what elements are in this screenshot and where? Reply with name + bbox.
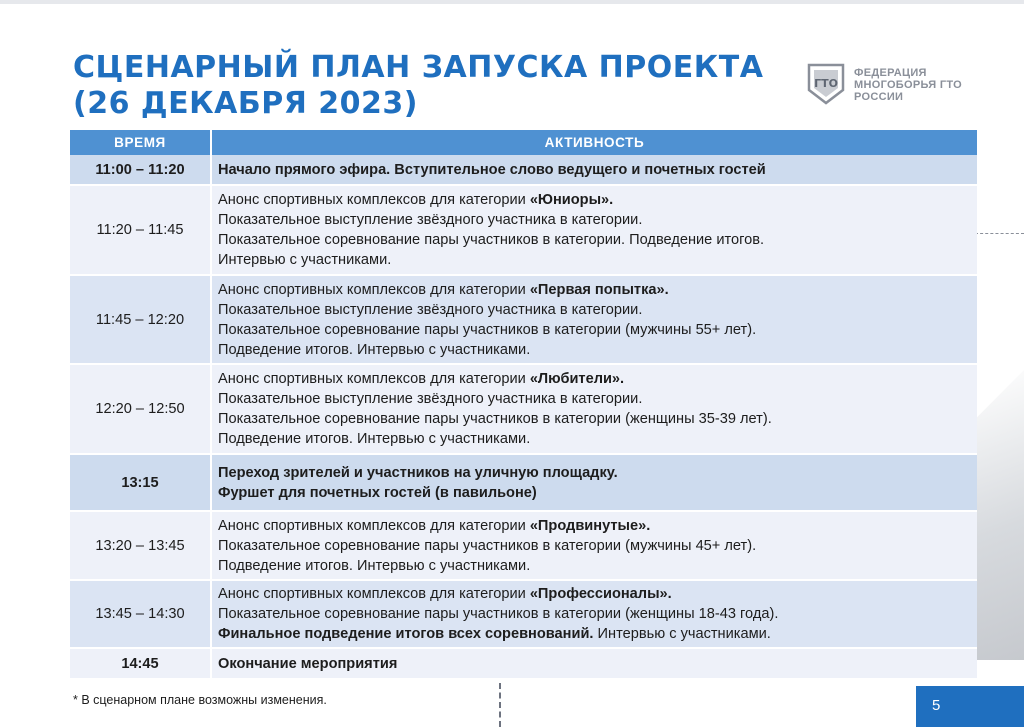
logo-text-line-1: ФЕДЕРАЦИЯ: [854, 67, 927, 79]
activity-text: Анонс спортивных комплексов для категории: [218, 517, 530, 534]
table-row: [70, 512, 977, 581]
activity-line: [218, 463, 977, 483]
activity-text: Подведение итогов. Интервью с участниками.: [218, 341, 531, 358]
activity-line: [218, 369, 977, 389]
activity-line: [218, 584, 977, 604]
activity-line: [218, 654, 977, 674]
row-activity: [212, 365, 977, 455]
activity-text: «Профессионалы».: [529, 586, 672, 602]
activity-text: Анонс спортивных комплексов для категории: [218, 586, 530, 602]
activity-line: [218, 160, 977, 180]
activity-text: Показательное соревнование пары участников в категории (женщины 35-39 лет).: [218, 411, 772, 427]
activity-line: [218, 556, 977, 576]
table-row: [70, 365, 977, 455]
activity-line: [218, 604, 977, 624]
activity-text: Финальное подведение итогов всех соревнований.: [218, 626, 594, 642]
logo-emblem-text: ГТО: [814, 77, 838, 90]
table-row: [70, 455, 977, 512]
activity-text: Переход зрителей и участников на уличную площадку.: [218, 464, 618, 481]
activity-text: Показательное выступление звёздного участника в категории.: [218, 391, 643, 407]
logo-text-line-3: РОССИИ: [854, 91, 904, 103]
row-activity: [212, 581, 977, 649]
activity-text: «Любители».: [529, 371, 625, 387]
table-row: [70, 649, 977, 680]
activity-line: [218, 250, 977, 270]
page-number: 5: [932, 697, 941, 714]
activity-line: [218, 624, 977, 644]
row-time: 13:15: [70, 455, 210, 512]
activity-line: [218, 300, 977, 320]
schedule-table: [68, 130, 979, 680]
row-time: 12:20 – 12:50: [70, 365, 210, 455]
activity-line: [218, 190, 977, 210]
row-time: 11:20 – 11:45: [70, 186, 210, 276]
page-title-line-1: СЦЕНАРНЫЙ ПЛАН ЗАПУСКА ПРОЕКТА: [73, 50, 764, 85]
gto-emblem-icon: [806, 62, 846, 106]
activity-text: Показательное соревнование пары участников в категории (мужчины 55+ лет).: [218, 321, 757, 338]
activity-text: Анонс спортивных комплексов для категории: [218, 371, 530, 387]
row-activity: [212, 186, 977, 276]
activity-line: [218, 429, 977, 449]
activity-line: [218, 389, 977, 409]
activity-line: [218, 210, 977, 230]
header-time: ВРЕМЯ: [70, 130, 210, 155]
activity-text: Подведение итогов. Интервью с участниками.: [218, 431, 531, 447]
row-activity: [212, 512, 977, 581]
decorative-dashed-line-bottom: [499, 683, 501, 727]
activity-text: Фуршет для почетных гостей (в павильоне): [218, 484, 537, 501]
row-activity: [212, 455, 977, 512]
activity-text: Показательное соревнование пары участников в категории (женщины 18-43 года).: [218, 606, 779, 622]
activity-text: Интервью с участниками.: [218, 252, 392, 268]
page-number-box: [916, 686, 1024, 727]
decorative-dashed-line: [975, 233, 1024, 234]
federation-logo: [806, 62, 986, 106]
footnote: * В сценарном плане возможны изменения.: [73, 693, 327, 707]
activity-line: [218, 320, 977, 340]
table-row: [70, 155, 977, 186]
activity-line: [218, 230, 977, 250]
page-title: [73, 50, 763, 122]
header-activity: АКТИВНОСТЬ: [212, 130, 977, 155]
row-time: 13:20 – 13:45: [70, 512, 210, 581]
row-time: 13:45 – 14:30: [70, 581, 210, 649]
activity-text: «Продвинутые».: [529, 517, 651, 534]
row-time: 11:00 – 11:20: [70, 155, 210, 186]
logo-text-line-2: МНОГОБОРЬЯ ГТО: [854, 79, 962, 91]
activity-text: Окончание мероприятия: [218, 655, 398, 672]
activity-line: [218, 409, 977, 429]
activity-line: [218, 536, 977, 556]
row-time: 14:45: [70, 649, 210, 680]
table-row: [70, 186, 977, 276]
activity-line: [218, 280, 977, 300]
activity-line: [218, 516, 977, 536]
activity-text: «Первая попытка».: [529, 281, 669, 298]
row-activity: [212, 155, 977, 186]
activity-text: Начало прямого эфира. Вступительное слово ведущего и почетных гостей: [218, 161, 766, 178]
activity-text: Интервью с участниками.: [593, 626, 771, 642]
row-time: 11:45 – 12:20: [70, 276, 210, 365]
table-row: [70, 581, 977, 649]
page-title-line-2: (26 ДЕКАБРЯ 2023): [73, 86, 418, 121]
activity-text: Показательное соревнование пары участников в категории. Подведение итогов.: [218, 232, 765, 248]
decorative-shape: [972, 370, 1024, 660]
row-activity: [212, 276, 977, 365]
activity-text: Анонс спортивных комплексов для категории: [218, 192, 530, 208]
activity-text: Анонс спортивных комплексов для категории: [218, 281, 530, 298]
logo-text: [854, 67, 962, 103]
activity-text: Показательное выступление звёздного участника в категории.: [218, 301, 643, 318]
activity-line: [218, 483, 977, 503]
activity-text: Показательное соревнование пары участников в категории (мужчины 45+ лет).: [218, 537, 757, 554]
top-border: [0, 0, 1024, 4]
activity-text: Показательное выступление звёздного участника в категории.: [218, 212, 643, 228]
activity-text: «Юниоры».: [529, 192, 614, 208]
row-activity: [212, 649, 977, 680]
activity-line: [218, 340, 977, 360]
table-row: [70, 276, 977, 365]
activity-text: Подведение итогов. Интервью с участниками.: [218, 557, 531, 574]
table-header-row: [70, 130, 977, 155]
